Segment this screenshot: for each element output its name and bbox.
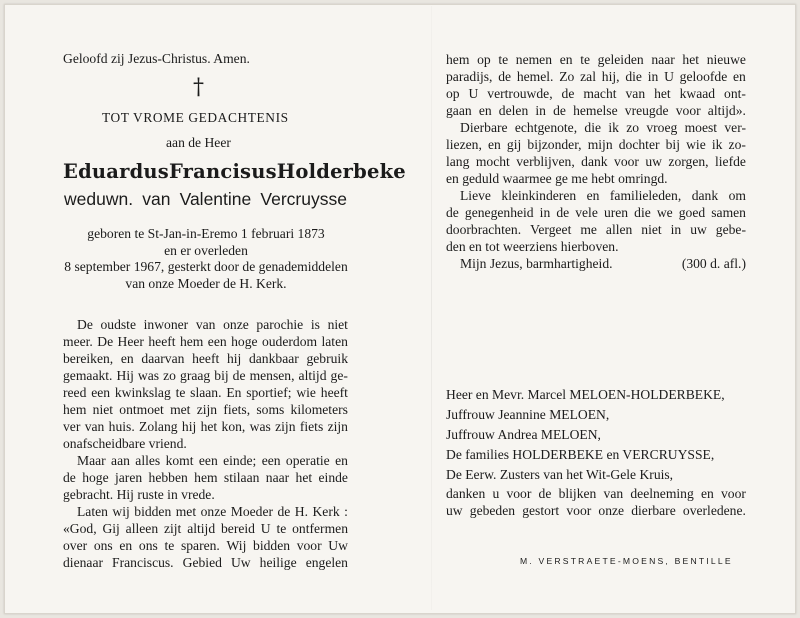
text-line: op U vertrouwde, de macht van het kwaad ont- — [446, 86, 746, 101]
text-line: reed een kwinkslag te slaan. En sportief; wie heeft — [63, 385, 348, 400]
text-line: ver van huis. Zolang hij het kon, was zijn fiets zijn — [63, 419, 348, 434]
text-line: meer. De Heer heeft hem een hoge ouderdom laten — [63, 334, 348, 349]
text-line: uw gebeden gestort voor onze dierbare overledene. — [446, 503, 746, 518]
deceased-name — [63, 160, 406, 183]
church-line: van onze Moeder de H. Kerk. — [125, 276, 287, 291]
text-line: gemaakt. Hij was zo graag bij de mensen, altijd ge- — [63, 368, 348, 383]
signatory-line: Juffrouw Andrea MELOEN, — [446, 427, 601, 442]
text-line: hem niet ontmoet met zijn fiets, soms kilometers — [63, 402, 348, 417]
died-there-line: en er overleden — [164, 243, 248, 258]
text-line: dienaar Franciscus. Gebied Uw heilige engelen — [63, 555, 348, 570]
text-line: Maar aan alles komt een einde; een operatie en — [77, 453, 348, 468]
text-line: en geduld waarmee ge me hebt omringd. — [446, 171, 668, 186]
indulgence-note: (300 d. afl.) — [681, 256, 746, 271]
text-line: gebracht. Hij ruste in vrede. — [63, 487, 215, 502]
text-line: hem op te nemen en te geleiden naar het nieuwe — [446, 52, 746, 67]
closing-prayer: Mijn Jezus, barmhartigheid. — [460, 256, 613, 271]
text-line: paradijs, de hemel. Zo zal hij, die in U geloofde en — [446, 69, 746, 84]
death-date-line: 8 september 1967, gesterkt door de genademiddelen — [64, 259, 348, 274]
widower-word: weduwn. — [64, 189, 134, 209]
name-word: Eduardus — [63, 160, 169, 183]
text-line: de genegenheid in de vele uren die we goed samen — [446, 205, 746, 220]
text-line: Dierbare echtgenote, die ik zo vroeg moest ver- — [460, 120, 746, 135]
text-line: «God, Gij alleen zijt altijd bereid U te ontfermen — [63, 521, 348, 536]
widower-word: van — [142, 189, 171, 209]
of-the-gentleman: aan de Heer — [166, 135, 231, 150]
left-body-text — [63, 316, 348, 571]
card-fold-line — [431, 6, 432, 610]
birth-line: geboren te St-Jan-in-Eremo 1 februari 1873 — [87, 226, 325, 241]
cross-icon: † — [193, 75, 204, 100]
signatory-line: Heer en Mevr. Marcel MELOEN-HOLDERBEKE, — [446, 387, 725, 402]
closing-prayer-row — [446, 255, 746, 272]
right-body-text — [446, 51, 746, 255]
text-line: De oudste inwoner van onze parochie is niet — [77, 317, 348, 332]
text-line: danken u voor de blijken van deelneming en voor — [446, 486, 746, 501]
widower-word: Valentine — [179, 189, 252, 209]
text-line: onafscheidbare vriend. — [63, 436, 187, 451]
widower-of — [64, 189, 347, 210]
signatory-line: De families HOLDERBEKE en VERCRUYSSE, — [446, 447, 715, 462]
in-memory-heading: TOT VROME GEDACHTENIS — [102, 110, 289, 125]
text-line: gaan en delen in de hemelse vreugde voor altijd». — [446, 103, 746, 118]
text-line: den en tot weerziens hierboven. — [446, 239, 619, 254]
text-line: doorbrachten. Vergeet me allen niet in uw gebe- — [446, 222, 746, 237]
signatory-line: Juffrouw Jeannine MELOEN, — [446, 407, 610, 422]
text-line: Laten wij bidden met onze Moeder de H. Kerk : — [77, 504, 348, 519]
text-line: bereiken, en daarvan heeft hij dankbaar gebruik — [63, 351, 348, 366]
printer-imprint: M. VERSTRAETE-MOENS, BENTILLE — [520, 556, 733, 566]
text-line: over ons en ons te sparen. Wij bidden voor Uw — [63, 538, 348, 553]
signatory-line: De Eerw. Zusters van het Wit-Gele Kruis, — [446, 467, 674, 482]
thanks-text — [446, 485, 746, 519]
widower-word: Vercruysse — [260, 189, 347, 209]
name-word: Francisus — [168, 160, 277, 183]
opening-prayer: Geloofd zij Jezus-Christus. Amen. — [63, 51, 250, 66]
text-line: liezen, en gij bijzonder, mijn dochter bij wie ik zo- — [446, 137, 746, 152]
text-line: Lieve kleinkinderen en familieleden, dank om — [460, 188, 746, 203]
text-line: de hoge jaren hebben hem stilaan naar het einde — [63, 470, 348, 485]
signatories — [446, 385, 725, 485]
text-line: lang mocht verblijven, dank voor uw zorgen, liefde — [446, 154, 746, 169]
name-word: Holderbeke — [276, 160, 406, 183]
